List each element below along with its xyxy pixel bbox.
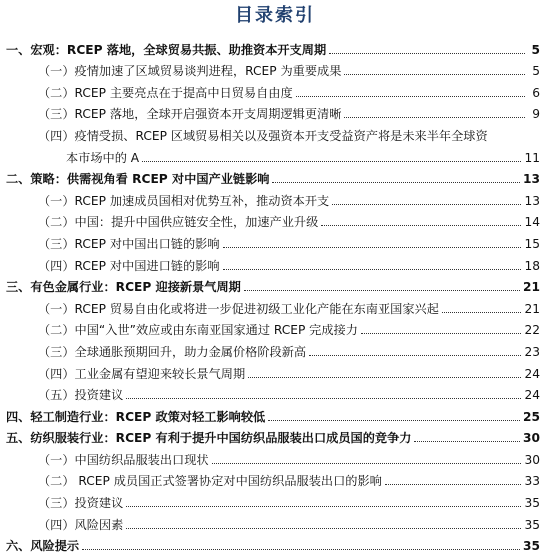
toc-entry-text: 六、风险提示	[6, 539, 80, 554]
toc-entry-3-2[interactable]	[0, 317, 550, 339]
dot-leader	[321, 225, 521, 226]
dot-leader	[385, 484, 522, 485]
toc-entry-1-3[interactable]	[0, 101, 550, 123]
toc-entry-section-4[interactable]	[0, 403, 550, 425]
dot-leader	[248, 377, 521, 378]
dot-leader	[223, 247, 522, 248]
toc-entry-text: （三）RCEP 落地，全球开启强资本开支周期逻辑更清晰	[38, 107, 342, 122]
toc-entry-section-6[interactable]	[0, 533, 550, 554]
toc-entry-text: （二）RCEP 主要亮点在于提高中日贸易自由度	[38, 85, 293, 100]
toc-page-number: 6	[532, 85, 540, 100]
toc-page-number: 25	[523, 409, 540, 424]
toc-page-number: 14	[524, 215, 540, 230]
dot-leader	[126, 528, 521, 529]
dot-leader	[361, 333, 522, 334]
toc-entry-text-line1: （四）疫情受损、RCEP 区域贸易相关以及强资本开支受益资产将是未来半年全球资	[38, 128, 488, 143]
toc-entry-text: （一）RCEP 加速成员国相对优势互补，推动资本开支	[38, 193, 330, 208]
dot-leader	[244, 290, 520, 291]
dot-leader	[344, 117, 525, 118]
toc-page-number: 21	[524, 301, 540, 316]
dot-leader	[332, 204, 521, 205]
toc-entry-text: （三）RCEP 对中国出口链的影响	[38, 236, 220, 251]
toc-entry-text: 三、有色金属行业：RCEP 迎接新景气周期	[6, 280, 241, 295]
toc-entry-text: （四）RCEP 对中国进口链的影响	[38, 258, 220, 273]
toc-entry-text: （一）中国纺织品服装出口现状	[38, 452, 209, 467]
toc-entry-text: （三）全球通胀预期回升，助力金属价格阶段新高	[38, 344, 307, 359]
toc-entry-1-2[interactable]	[0, 79, 550, 101]
dot-leader	[142, 161, 521, 162]
toc-entry-text: （四）工业金属有望迎来较长景气周期	[38, 366, 246, 381]
toc-entry-section-1[interactable]	[0, 36, 550, 58]
page-title: 目录索引	[235, 5, 315, 26]
dot-leader	[296, 96, 525, 97]
dot-leader	[329, 53, 525, 54]
toc-entry-text: 四、轻工制造行业：RCEP 政策对轻工影响较低	[6, 409, 266, 424]
toc-entry-2-2[interactable]	[0, 209, 550, 231]
toc-entry-text: （一）疫情加速了区域贸易谈判进程，RCEP 为重要成果	[38, 64, 342, 79]
dot-leader	[126, 506, 521, 507]
toc-page-number: 23	[524, 344, 540, 359]
toc-entry-text: （一）RCEP 贸易自由化或将进一步促进初级工业化产能在东南亚国家兴起	[38, 301, 439, 316]
toc-entry-5-1[interactable]	[0, 446, 550, 468]
table-of-contents	[0, 36, 550, 554]
dot-leader	[268, 420, 520, 421]
toc-entry-text: 二、策略：供需视角看 RCEP 对中国产业链影响	[6, 172, 270, 187]
toc-page-number: 9	[532, 107, 540, 122]
toc-entry-1-1[interactable]	[0, 58, 550, 80]
toc-entry-1-4[interactable]	[0, 122, 550, 165]
toc-entry-3-4[interactable]	[0, 360, 550, 382]
toc-entry-text: （五）投资建议	[38, 388, 124, 403]
toc-entry-5-2[interactable]	[0, 468, 550, 490]
toc-entry-text: （二）中国“入世”效应或由东南亚国家通过 RCEP 完成接力	[38, 323, 358, 338]
toc-entry-2-4[interactable]	[0, 252, 550, 274]
dot-leader	[344, 74, 525, 75]
toc-page-number: 13	[524, 193, 540, 208]
toc-entry-3-1[interactable]	[0, 295, 550, 317]
dot-leader	[212, 463, 522, 464]
toc-page-number: 11	[524, 150, 540, 165]
toc-page-number: 35	[524, 496, 540, 511]
toc-page-number: 35	[523, 539, 540, 554]
dot-leader	[442, 312, 522, 313]
toc-page-number: 21	[523, 280, 540, 295]
dot-leader	[414, 441, 520, 442]
toc-page-number: 24	[524, 388, 540, 403]
toc-entry-section-2[interactable]	[0, 166, 550, 188]
toc-page-number: 33	[524, 474, 540, 489]
toc-entry-text: （二） RCEP 成员国正式签署协定对中国纺织品服装出口的影响	[38, 474, 382, 489]
dot-leader	[272, 182, 520, 183]
toc-page-number: 18	[524, 258, 540, 273]
toc-entry-text: （三）投资建议	[38, 496, 124, 511]
toc-page-number: 24	[524, 366, 540, 381]
dot-leader	[82, 549, 520, 550]
toc-page-number: 22	[524, 323, 540, 338]
toc-page-number: 13	[523, 172, 540, 187]
toc-page-number: 15	[524, 236, 540, 251]
toc-entry-2-3[interactable]	[0, 230, 550, 252]
toc-page-number: 30	[524, 452, 540, 467]
toc-entry-3-3[interactable]	[0, 338, 550, 360]
toc-entry-text: （四）风险因素	[38, 517, 124, 532]
toc-entry-section-3[interactable]	[0, 274, 550, 296]
toc-entry-3-5[interactable]	[0, 382, 550, 404]
toc-entry-5-4[interactable]	[0, 511, 550, 533]
toc-page-number: 5	[531, 42, 540, 57]
toc-entry-text-line2: 本市场中的 A	[66, 150, 140, 165]
dot-leader	[309, 355, 521, 356]
toc-entry-2-1[interactable]	[0, 187, 550, 209]
toc-entry-text: （二）中国：提升中国供应链安全性，加速产业升级	[38, 215, 319, 230]
toc-page-number: 5	[532, 64, 540, 79]
toc-entry-5-3[interactable]	[0, 489, 550, 511]
dot-leader	[223, 269, 522, 270]
toc-entry-section-5[interactable]	[0, 425, 550, 447]
toc-entry-text: 五、纺织服装行业：RCEP 有利于提升中国纺织品服装出口成员国的竞争力	[6, 431, 412, 446]
toc-page-number: 35	[524, 517, 540, 532]
dot-leader	[126, 398, 521, 399]
toc-page-number: 30	[523, 431, 540, 446]
toc-entry-text: 一、宏观：RCEP 落地，全球贸易共振、助推资本开支周期	[6, 42, 327, 57]
